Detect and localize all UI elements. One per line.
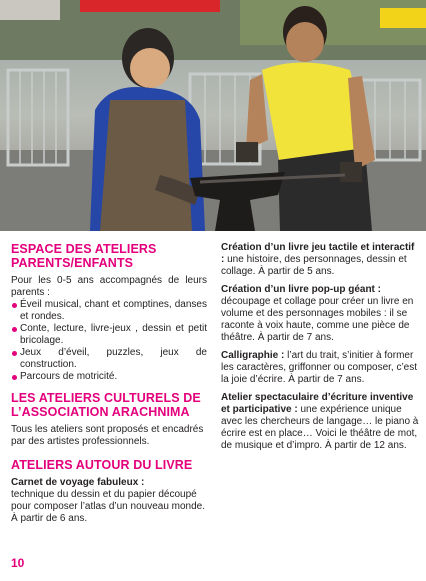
workshop-description: technique du dessin et du papier découpé pour composer l’atlas d’un nouveau monde. À partir de 6 ans. bbox=[11, 489, 206, 524]
list-item: Jeux d’éveil, puzzles, jeux de construction. bbox=[11, 347, 207, 371]
page-number: 10 bbox=[11, 556, 25, 570]
workshop-title: Création d’un livre jeu tactile et interactif : bbox=[221, 242, 415, 265]
workshop-description: l’art du trait, s’initier à former les caractères, griffonner ou composer, c’est la joie d’écrire. À partir de 7 ans. bbox=[221, 350, 418, 385]
section-intro: Pour les 0-5 ans accompagnés de leurs parents : bbox=[11, 275, 207, 298]
workshop-description: une histoire, des personnages, dessin et collage. À partir de 5 ans. bbox=[221, 254, 407, 277]
workshop-title: Création d’un livre pop-up géant : bbox=[221, 284, 381, 295]
workshop-description: une expérience unique avec les chercheurs de langage… le piano à écrire est en place… Voici le théâtre de mot, de musique et d’impro. À partir de 12 ans. bbox=[221, 404, 419, 451]
list-item: Parcours de motricité. bbox=[11, 371, 207, 383]
blacksmith-workshop-photo bbox=[0, 0, 426, 231]
workshop-title: Calligraphie : bbox=[221, 350, 285, 361]
workshop-item bbox=[221, 392, 419, 452]
section-text: Tous les ateliers sont proposés et encadrés par des artistes professionnels. bbox=[11, 424, 204, 447]
list-item: Éveil musical, chant et comptines, danses et rondes. bbox=[11, 299, 207, 323]
list-item: Conte, lecture, livre-jeux , dessin et petit bricolage. bbox=[11, 323, 207, 347]
section-title-parents-children: ESPACE DES ATELIERS PARENTS/ENFANTS bbox=[11, 242, 157, 270]
workshop-title: Atelier spectaculaire d’écriture inventive et participative : bbox=[221, 392, 414, 415]
right-column bbox=[221, 242, 419, 458]
workshop-title: Carnet de voyage fabuleux : bbox=[11, 477, 145, 488]
left-column bbox=[11, 242, 207, 525]
workshop-description: découpage et collage pour créer un livre en volume et des personnages mobiles : il se raconte à voix haute, comme une pièce de théâtre. À partir de 7 ans. bbox=[221, 296, 414, 343]
workshop-item bbox=[221, 242, 419, 278]
section-title-book-workshops: ATELIERS AUTOUR DU LIVRE bbox=[11, 458, 193, 472]
section-title-arachnima: LES ATELIERS CULTURELS DE L’ASSOCIATION ARACHNIMA bbox=[11, 391, 201, 419]
activity-list bbox=[11, 299, 207, 383]
workshop-item bbox=[221, 350, 419, 386]
workshop-item bbox=[221, 284, 419, 344]
